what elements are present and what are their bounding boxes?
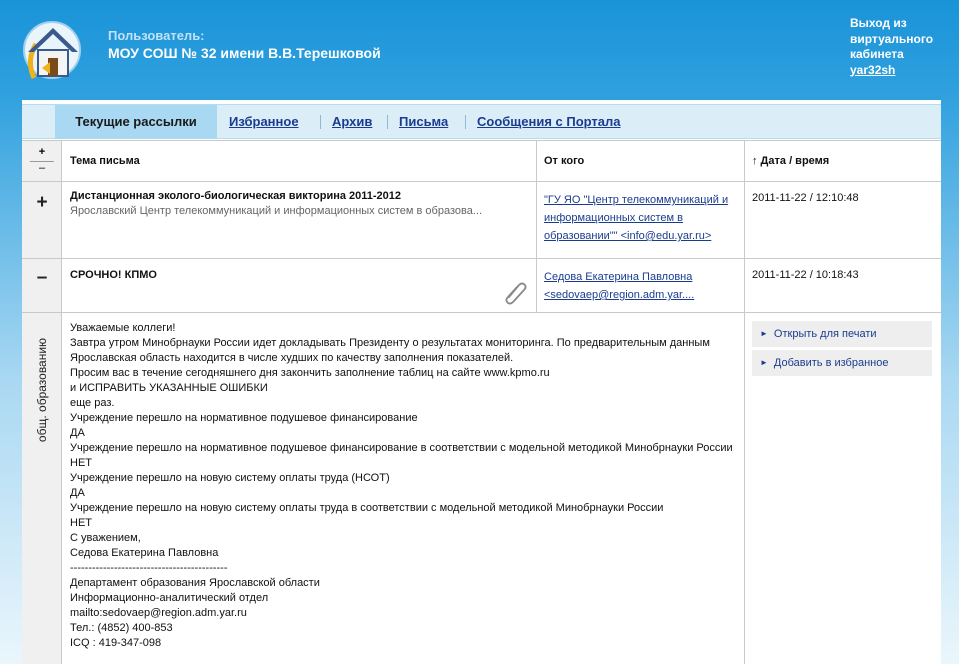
table-row[interactable] [22,259,941,313]
column-divider [536,141,537,181]
column-subject-header: Тема письма [70,155,140,167]
tab-bar [22,104,941,139]
paperclip-icon[interactable] [502,279,528,305]
tab-current-mailings[interactable]: Текущие рассылки [55,105,217,139]
row-date: 2011-11-22 / 12:10:48 [752,192,859,204]
expand-icon[interactable]: + [36,192,48,213]
table-row[interactable] [22,182,941,259]
logout-block [850,16,950,78]
logout-text-2: виртуального [850,31,934,46]
column-divider [744,182,745,258]
column-from-header: От кого [544,155,585,167]
column-divider [744,141,745,181]
row-sender [544,267,736,303]
message-body: Уважаемые коллеги! Завтра утром Минобрнауки России идет докладывать Президенту о результатах мониторинга. По предварительным данным Ярославская область находится в числе худших по качеству заполнения показателей. Просим вас в течение сегодняшнего дня закончить заполнение таблиц на сайте www.kpmo.ru и ИСПРАВИТЬ УКАЗАННЫЕ ОШИБКИ еще раз. Учреждение перешло на нормативное подушевое финансирование ДА Учреждение перешло на нормативное подушевое финансирование в соответствии с модельной методикой Минобрнауки России НЕТ Учреждение перешло на новую систему оплаты труда (НСОТ) ДА Учреждение перешло на новую систему оплаты труда в соответствии с модельной методикой Минобрнауки России НЕТ С уважением, Седова Екатерина Павловна ------------------------------------------- Департамент образования Ярославской области Информационно-аналитический отдел mailto:sedovaep@region.adm.yar.ru Тел.: (4852) 400-853 ICQ : 419-347-098 [70,322,733,649]
tab-favorites[interactable]: Избранное [229,114,299,129]
tab-portal-messages[interactable]: Сообщения с Портала [477,114,621,129]
tab-separator [320,115,321,129]
arrow-right-icon: ► [760,358,768,367]
add-favorite-action-label: Добавить в избранное [773,357,889,369]
sender-link[interactable]: Седова Екатерина Павловна <sedovaep@region.adm.yar.... [544,271,695,301]
row-subject [70,269,490,281]
row-date: 2011-11-22 / 10:18:43 [752,269,859,281]
row-sender [544,190,736,244]
user-name: МОУ СОШ № 32 имени В.В.Терешковой [108,45,381,61]
collapse-icon[interactable]: – [36,267,48,288]
category-label-column [22,313,62,664]
subject-preview: Ярославский Центр телекоммуникаций и информационных систем в образова... [70,205,483,217]
expand-collapse-all [22,141,62,181]
column-divider [744,313,745,664]
table-header-row [22,140,941,182]
logout-text-3: кабинета [850,47,904,61]
sender-link[interactable]: "ГУ ЯО "Центр телекоммуникаций и информационных систем в образовании"" <info@edu.yar.ru> [544,194,729,242]
user-label: Пользователь: [108,28,205,43]
logout-link[interactable]: yar32sh [850,62,896,77]
column-divider [536,259,537,312]
collapse-all-button[interactable]: – [38,162,46,174]
house-logo-icon [20,16,86,82]
subject-title: Дистанционная эколого-биологическая викторина 2011-2012 [70,190,402,202]
message-view [22,313,941,664]
row-subject [70,190,490,219]
tab-separator [465,115,466,129]
subject-title: СРОЧНО! КПМО [70,269,157,281]
column-divider [536,182,537,258]
print-action[interactable] [752,321,932,347]
add-favorite-action[interactable] [752,350,932,376]
column-divider [744,259,745,312]
row-toggle[interactable] [22,259,62,312]
main-panel [22,96,941,664]
print-action-label: Открыть для печати [773,328,877,340]
category-label: общ. образованию [35,337,49,443]
expand-all-button[interactable]: + [38,146,46,158]
tab-separator [387,115,388,129]
row-toggle[interactable] [22,182,62,258]
tab-letters[interactable]: Письма [399,114,449,129]
tab-archive[interactable]: Архив [332,114,373,129]
logout-text-1: Выход из [850,16,907,30]
arrow-right-icon: ► [760,329,768,338]
column-date-header[interactable]: ↑ Дата / время [752,155,830,167]
